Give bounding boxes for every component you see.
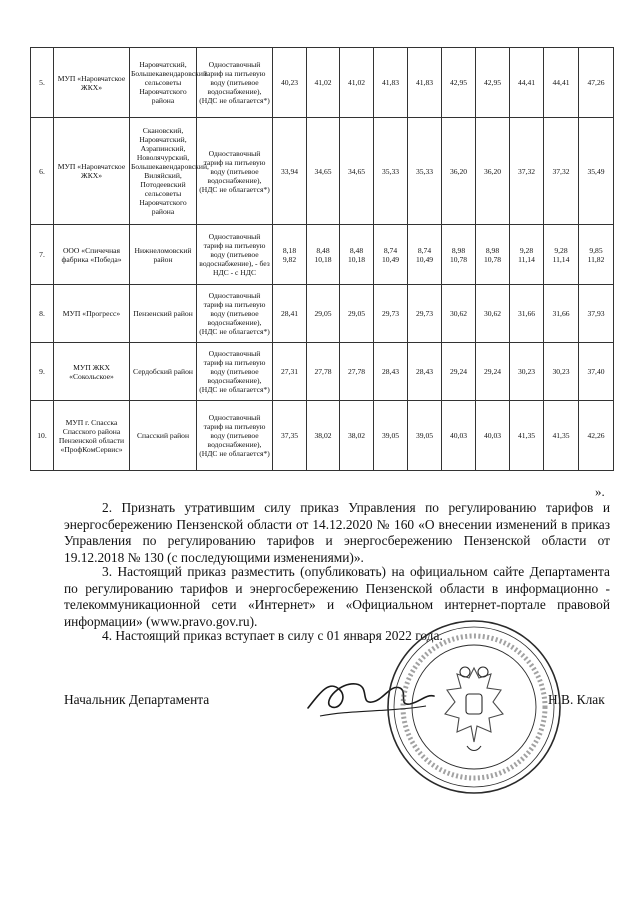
tariff-value-cell <box>476 225 510 285</box>
row-number-cell: 9. <box>31 343 54 401</box>
tariff-value-cell: 41,02 <box>340 48 374 118</box>
tariff-type-cell: Одноставочный тариф на питьевую воду (питьевое водоснабжение), (НДС не облагается*) <box>197 285 273 343</box>
tariff-value-cell <box>307 225 340 285</box>
table-row <box>31 48 614 118</box>
paragraph-4: 4. Настоящий приказ вступает в силу с 01 января 2022 года. <box>102 628 443 643</box>
table-row <box>31 343 614 401</box>
tariff-value-cell: 34,65 <box>340 118 374 225</box>
closing-quote: ». <box>595 484 605 499</box>
tariff-value-with-vat: 10,18 <box>314 254 332 264</box>
tariff-value-cell: 42,95 <box>442 48 476 118</box>
tariff-value-cell: 44,41 <box>510 48 544 118</box>
tariff-type-cell: Одноставочный тариф на питьевую воду (питьевое водоснабжение), (НДС не облагается*) <box>197 343 273 401</box>
row-number-cell: 8. <box>31 285 54 343</box>
tariff-value-cell: 47,26 <box>579 48 614 118</box>
tariff-value-cell: 29,24 <box>476 343 510 401</box>
tariff-value-cell: 27,31 <box>273 343 307 401</box>
tariff-type-cell: Одноставочный тариф на питьевую воду (питьевое водоснабжение), (НДС не облагается*) <box>197 401 273 471</box>
tariff-value-cell: 31,66 <box>544 285 579 343</box>
tariff-value-cell: 40,03 <box>442 401 476 471</box>
tariff-value-cell: 28,43 <box>374 343 408 401</box>
tariff-value-cell: 29,73 <box>374 285 408 343</box>
tariff-value-cell: 27,78 <box>340 343 374 401</box>
tariff-value-cell <box>510 225 544 285</box>
tariff-value-cell: 30,62 <box>442 285 476 343</box>
table-row <box>31 225 614 285</box>
tariff-value-no-vat: 9,28 <box>554 245 568 255</box>
tariff-value-cell <box>408 225 442 285</box>
row-number-cell: 10. <box>31 401 54 471</box>
official-seal-icon <box>385 618 563 796</box>
tariff-value-cell <box>579 225 614 285</box>
tariff-value-cell: 29,05 <box>340 285 374 343</box>
tariff-value-cell: 35,33 <box>374 118 408 225</box>
tariff-value-no-vat: 9,28 <box>519 245 534 255</box>
tariff-value-cell: 34,65 <box>307 118 340 225</box>
table-row <box>31 285 614 343</box>
organization-cell: МУП «Наровчатское ЖКХ» <box>54 48 130 118</box>
tariff-value-cell <box>273 225 307 285</box>
tariff-value-no-vat: 9,85 <box>589 245 603 255</box>
tariff-value-cell: 37,32 <box>510 118 544 225</box>
tariff-value-cell: 35,33 <box>408 118 442 225</box>
tariff-value-cell: 36,20 <box>476 118 510 225</box>
tariff-type-cell: Одноставочный тариф на питьевую воду (питьевое водоснабжение), - без НДС - с НДС <box>197 225 273 285</box>
row-number-cell: 5. <box>31 48 54 118</box>
service-area-cell: Спасский район <box>130 401 197 471</box>
tariff-value-cell: 41,35 <box>544 401 579 471</box>
tariff-value-cell <box>340 225 374 285</box>
service-area-cell: Скановский, Наровчатский, Азрапинский, Новолячурский, Большекавендаровский, Виляйский, Потодеевский сельсоветы Наровчатского района <box>130 118 197 225</box>
tariff-value-with-vat: 10,78 <box>483 254 502 264</box>
tariff-value-cell: 37,40 <box>579 343 614 401</box>
tariff-value-cell: 42,26 <box>579 401 614 471</box>
tariff-value-no-vat: 8,18 <box>282 245 297 255</box>
tariff-value-cell: 33,94 <box>273 118 307 225</box>
tariff-value-with-vat: 10,78 <box>449 254 468 264</box>
tariff-value-cell: 28,43 <box>408 343 442 401</box>
tariff-value-no-vat: 8,98 <box>485 245 500 255</box>
tariff-value-cell: 30,23 <box>544 343 579 401</box>
tariff-value-no-vat: 8,48 <box>349 245 364 255</box>
tariff-value-cell: 27,78 <box>307 343 340 401</box>
paragraph-3: 3. Настоящий приказ разместить (опубликовать) на официальном сайте Департамента по регулированию тарифов и энергосбережению Пензенской области в информационно - телекоммуникационной сети «Интернет» и «Официальном интернет-портале правовой информации» (www.pravo.gov.ru). <box>64 564 610 629</box>
tariff-value-cell: 28,41 <box>273 285 307 343</box>
tariff-value-with-vat: 9,82 <box>282 254 297 264</box>
tariff-value-no-vat: 8,98 <box>451 245 466 255</box>
tariff-type-cell: Одноставочный тариф на питьевую воду (питьевое водоснабжение), (НДС не облагается*) <box>197 48 273 118</box>
tariff-value-with-vat: 11,14 <box>518 254 535 264</box>
tariff-value-cell: 41,83 <box>408 48 442 118</box>
organization-cell: МУП «Прогресс» <box>54 285 130 343</box>
tariff-type-cell: Одноставочный тариф на питьевую воду (питьевое водоснабжение), (НДС не облагается*) <box>197 118 273 225</box>
tariff-value-with-vat: 11,82 <box>587 254 605 264</box>
tariff-value-cell: 35,49 <box>579 118 614 225</box>
tariff-value-cell <box>442 225 476 285</box>
tariff-value-cell <box>374 225 408 285</box>
table-row <box>31 401 614 471</box>
organization-cell: МУП г. Спасска Спасского района Пензенской области «ПрофКомСервис» <box>54 401 130 471</box>
tariff-value-cell: 41,35 <box>510 401 544 471</box>
tariff-value-with-vat: 10,18 <box>347 254 366 264</box>
tariff-value-cell: 30,23 <box>510 343 544 401</box>
tariff-value-no-vat: 8,74 <box>383 245 398 255</box>
tariff-value-cell: 37,32 <box>544 118 579 225</box>
row-number-cell: 6. <box>31 118 54 225</box>
tariff-value-cell: 31,66 <box>510 285 544 343</box>
tariff-table <box>30 47 614 471</box>
tariff-value-cell: 39,05 <box>374 401 408 471</box>
tariff-value-cell <box>544 225 579 285</box>
tariff-value-cell: 41,02 <box>307 48 340 118</box>
tariff-value-cell: 40,23 <box>273 48 307 118</box>
organization-cell: МУП «Наровчатское ЖКХ» <box>54 118 130 225</box>
signatory-name: Н.В. Клак <box>548 692 605 707</box>
tariff-value-no-vat: 8,74 <box>417 245 432 255</box>
tariff-value-with-vat: 10,49 <box>415 254 434 264</box>
organization-cell: МУП ЖКХ «Сокольское» <box>54 343 130 401</box>
tariff-value-cell: 39,05 <box>408 401 442 471</box>
tariff-value-cell: 38,02 <box>340 401 374 471</box>
paragraph-2: 2. Признать утратившим силу приказ Управления по регулированию тарифов и энергосбережению Пензенской области от 14.12.2020 № 160 «О внесении изменений в приказ Управления по регулированию тарифов и энергосбережению Пензенской области от 19.12.2018 № 130 (с последующими изменениями)». <box>64 500 610 565</box>
tariff-value-cell: 38,02 <box>307 401 340 471</box>
tariff-value-cell: 29,73 <box>408 285 442 343</box>
organization-cell: ООО «Спичечная фабрика «Победа» <box>54 225 130 285</box>
tariff-value-cell: 30,62 <box>476 285 510 343</box>
service-area-cell: Сердобский район <box>130 343 197 401</box>
tariff-value-cell: 44,41 <box>544 48 579 118</box>
service-area-cell: Нижнеломовский район <box>130 225 197 285</box>
tariff-value-cell: 37,93 <box>579 285 614 343</box>
tariff-value-cell: 42,95 <box>476 48 510 118</box>
tariff-value-cell: 41,83 <box>374 48 408 118</box>
table-row <box>31 118 614 225</box>
signatory-title: Начальник Департамента <box>64 692 210 707</box>
tariff-value-no-vat: 8,48 <box>316 245 330 255</box>
row-number-cell: 7. <box>31 225 54 285</box>
tariff-value-with-vat: 10,49 <box>381 254 400 264</box>
tariff-value-cell: 40,03 <box>476 401 510 471</box>
tariff-value-cell: 37,35 <box>273 401 307 471</box>
tariff-value-cell: 29,05 <box>307 285 340 343</box>
tariff-value-cell: 36,20 <box>442 118 476 225</box>
tariff-value-with-vat: 11,14 <box>552 254 570 264</box>
tariff-value-cell: 29,24 <box>442 343 476 401</box>
service-area-cell: Пензенский район <box>130 285 197 343</box>
service-area-cell: Наровчатский, Большекавендаровский сельсоветы Наровчатского района <box>130 48 197 118</box>
